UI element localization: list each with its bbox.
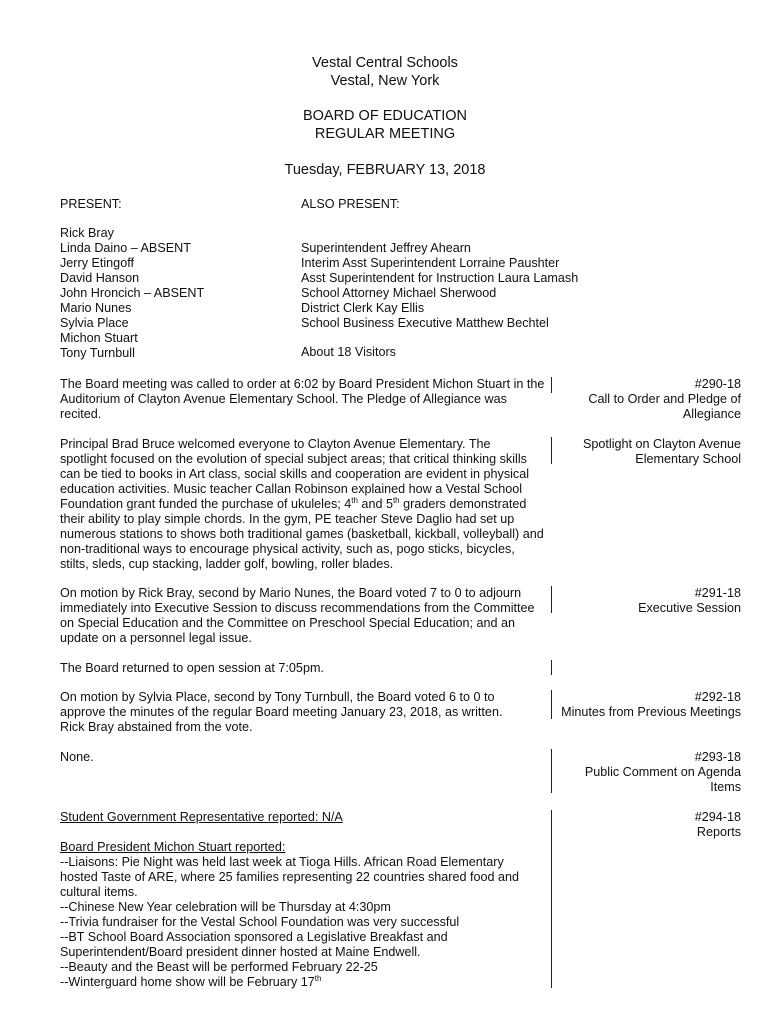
also-present-member: School Business Executive Matthew Bechtel <box>301 316 549 330</box>
executive-session-text: On motion by Rick Bray, second by Mario Nunes, the Board voted 7 to 0 to adjourn immediately into Executive Session to discuss recommendations from the Committee on Special Education and the Committee on Preschool Special Education; and an update on a personnel legal issue. <box>60 586 535 645</box>
district-location: Vestal, New York <box>330 73 440 89</box>
also-present-list <box>301 241 578 331</box>
present-member: David Hanson <box>60 271 140 285</box>
present-member: Mario Nunes <box>60 301 132 315</box>
reports-text: Student Government Representative reported: N/A Board President Michon Stuart reported: --Liaisons: Pie Night was held last week at Tioga Hills. African Road Elementary hosted Taste of ARE, where 25 families representing 22 countries shared food and cultural items. --Chinese New Year celebration will be Thursday at 4:30pm --Trivia fundraiser for the Vestal School Foundation was very successful --BT School Board Association sponsored a Legislative Breakfast and Superintendent/Board president dinner hosted at Maine Endwell. --Beauty and the Beast will be performed February 22-25 --Winterguard home show will be February 17th <box>60 810 546 990</box>
spotlight-label: Spotlight on Clayton Avenue Elementary School <box>582 437 741 466</box>
also-present-member: Asst Superintendent for Instruction Laura Lamash <box>301 271 579 285</box>
present-member: Sylvia Place <box>60 316 129 330</box>
president-report-heading: Board President Michon Stuart reported: <box>60 840 286 854</box>
public-comment-text: None. <box>60 750 94 764</box>
present-member: Michon Stuart <box>60 331 138 345</box>
student-government-report: Student Government Representative reported: N/A <box>60 810 343 824</box>
item-290-label: #290-18 Call to Order and Pledge of Allegiance <box>588 377 741 421</box>
present-list <box>60 226 204 361</box>
also-present-label: ALSO PRESENT: <box>301 197 400 211</box>
call-to-order-text: The Board meeting was called to order at 6:02 by Board President Michon Stuart in the Auditorium of Clayton Avenue Elementary School. The Pledge of Allegiance was recited. <box>60 377 545 421</box>
also-present-member: Superintendent Jeffrey Ahearn <box>301 241 471 255</box>
also-present-member: Interim Asst Superintendent Lorraine Paushter <box>301 256 560 270</box>
item-294-label: #294-18 Reports <box>694 810 741 839</box>
present-member: John Hroncich – ABSENT <box>60 286 205 300</box>
present-member: Jerry Etingoff <box>60 256 134 270</box>
present-label: PRESENT: <box>60 197 122 211</box>
item-292-label: #292-18 Minutes from Previous Meetings <box>561 690 741 719</box>
margin-rule <box>551 660 552 675</box>
board-title: BOARD OF EDUCATION <box>302 108 468 124</box>
item-291-label: #291-18 Executive Session <box>638 586 741 615</box>
open-session-text: The Board returned to open session at 7:05pm. <box>60 661 324 675</box>
item-293-label: #293-18 Public Comment on Agenda Items <box>584 750 741 794</box>
meeting-date: Tuesday, FEBRUARY 13, 2018 <box>284 162 486 178</box>
visitors-count: About 18 Visitors <box>301 345 396 359</box>
present-member: Rick Bray <box>60 226 114 240</box>
minutes-text: On motion by Sylvia Place, second by Tony Turnbull, the Board voted 6 to 0 to approve the minutes of the regular Board meeting January 23, 2018, as written. Rick Bray abstained from the vote. <box>60 690 503 734</box>
district-name: Vestal Central Schools <box>312 55 458 71</box>
meeting-type: REGULAR MEETING <box>314 126 456 142</box>
also-present-member: School Attorney Michael Sherwood <box>301 286 497 300</box>
spotlight-text: Principal Brad Bruce welcomed everyone to Clayton Avenue Elementary. The spotlight focused on the evolution of special subject areas; that critical thinking skills can be tied to books in Art class, social skills and cooperation are evident in physical education activities. Music teacher Callan Robinson explained how a Vestal School Foundation grant funded the purchase of ukuleles; 4th and 5th graders demonstrated their ability to play simple chords. In the gym, PE teacher Steve Daglio had set up numerous stations to shows both traditional games (basketball, kickball, volleyball) and non-traditional ways to encourage physical activity, such as, pogo sticks, bicycles, stilts, sleds, cup stacking, ladder golf, bowling, roller blades. <box>60 437 544 571</box>
also-present-member: District Clerk Kay Ellis <box>301 301 425 315</box>
present-member: Tony Turnbull <box>60 346 135 360</box>
present-member: Linda Daino – ABSENT <box>60 241 191 255</box>
